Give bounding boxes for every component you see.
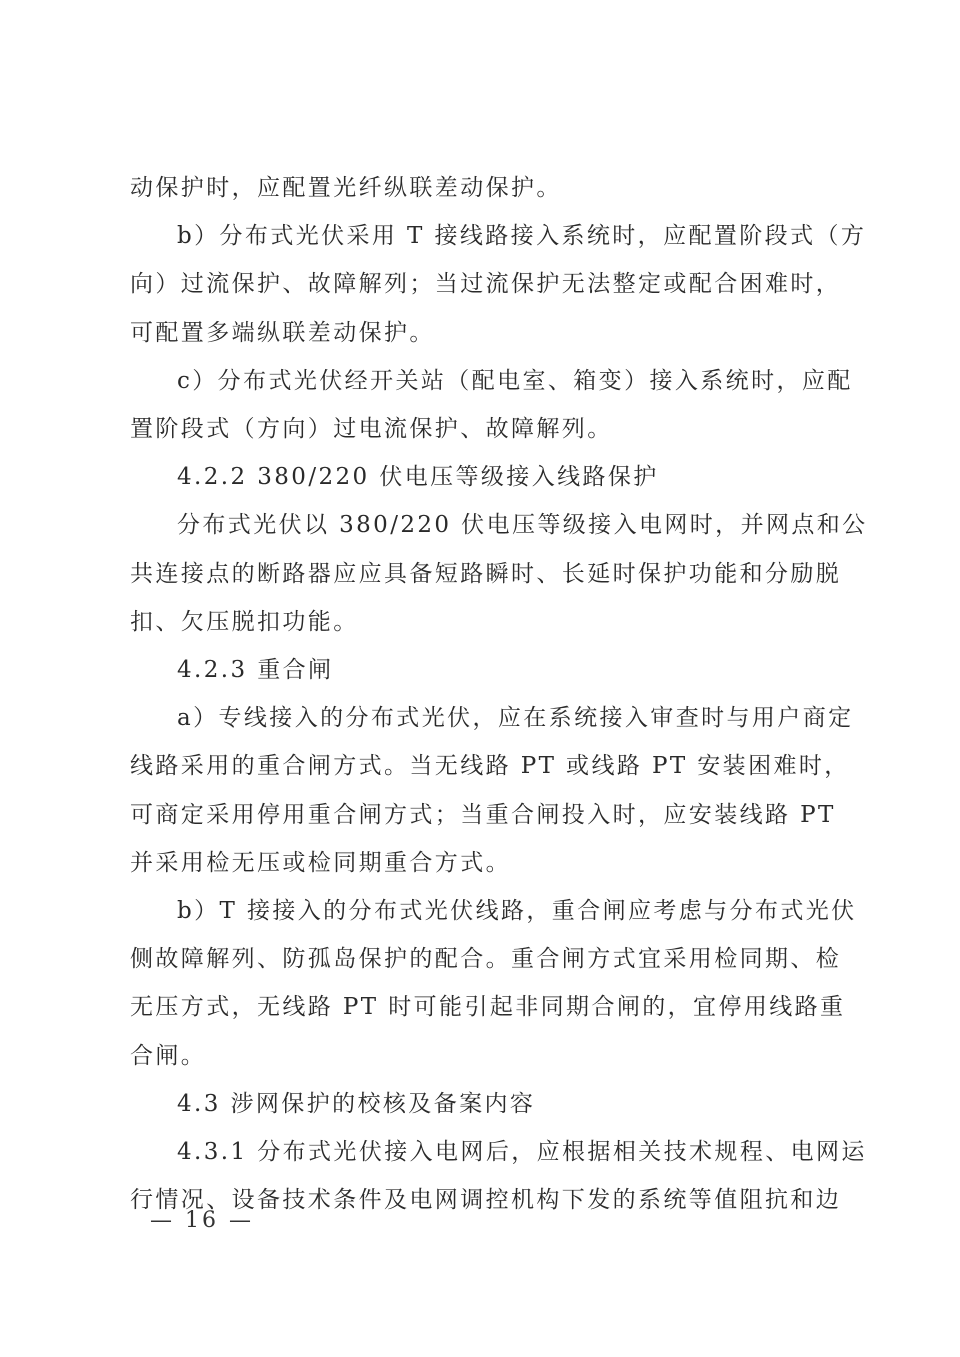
heading-text: 4.3 涉网保护的校核及备案内容 [177,1090,536,1117]
text-line: 共连接点的断路器应应具备短路瞬时、长延时保护功能和分励脱 [130,560,842,587]
paragraph-item-a-dedicated-line [130,694,854,887]
text-line: 行情况、设备技术条件及电网调控机构下发的系统等值阻抗和边 [130,1187,842,1214]
section-heading-4-2-3 [130,646,832,694]
text-line: 侧故障解列、防孤岛保护的配合。重合闸方式宜采用检同期、检 [130,946,842,973]
text-line: 4.3.1 分布式光伏接入电网后，应根据相关技术规程、电网运 [177,1139,867,1166]
text-line: 线路采用的重合闸方式。当无线路 PT 或线路 PT 安装困难时， [130,753,850,780]
page-number: — 16 — [150,1208,254,1233]
text-line: b）分布式光伏采用 T 接线路接入系统时，应配置阶段式（方 [177,223,867,250]
text-line: 合闸。 [130,1042,207,1069]
text-line: 分布式光伏以 380/220 伏电压等级接入电网时，并网点和公 [177,512,868,539]
paragraph-380-220 [130,501,868,646]
text-line: 无压方式，无线路 PT 时可能引起非同期合闸的，宜停用线路重 [130,994,846,1021]
document-body [130,164,868,1224]
section-heading-4-3 [130,1080,832,1128]
text-line: c）分布式光伏经开关站（配电室、箱变）接入系统时，应配 [177,367,853,394]
text-line: 向）过流保护、故障解列；当过流保护无法整定或配合困难时， [130,271,842,298]
text-line: 扣、欠压脱扣功能。 [130,608,359,635]
text-line: b）T 接接入的分布式光伏线路，重合闸应考虑与分布式光伏 [177,898,857,925]
text-line: 可配置多端纵联差动保护。 [130,319,435,346]
text-line: 动保护时，应配置光纤纵联差动保护。 [130,175,562,201]
heading-text: 4.2.2 380/220 伏电压等级接入线路保护 [177,464,659,491]
paragraph-item-b-t-connection [130,212,867,357]
paragraph-continuation [130,164,832,212]
text-line: a）专线接入的分布式光伏，应在系统接入审查时与用户商定 [177,705,854,732]
section-heading-4-2-2 [130,453,832,501]
text-line: 可商定采用停用重合闸方式；当重合闸投入时，应安装线路 PT [130,801,836,828]
paragraph-item-c-switch-station [130,357,853,453]
text-line: 并采用检无压或检同期重合方式。 [130,849,511,876]
heading-text: 4.2.3 重合闸 [177,657,334,684]
paragraph-item-b-t-line [130,887,857,1080]
text-line: 置阶段式（方向）过电流保护、故障解列。 [130,416,613,443]
